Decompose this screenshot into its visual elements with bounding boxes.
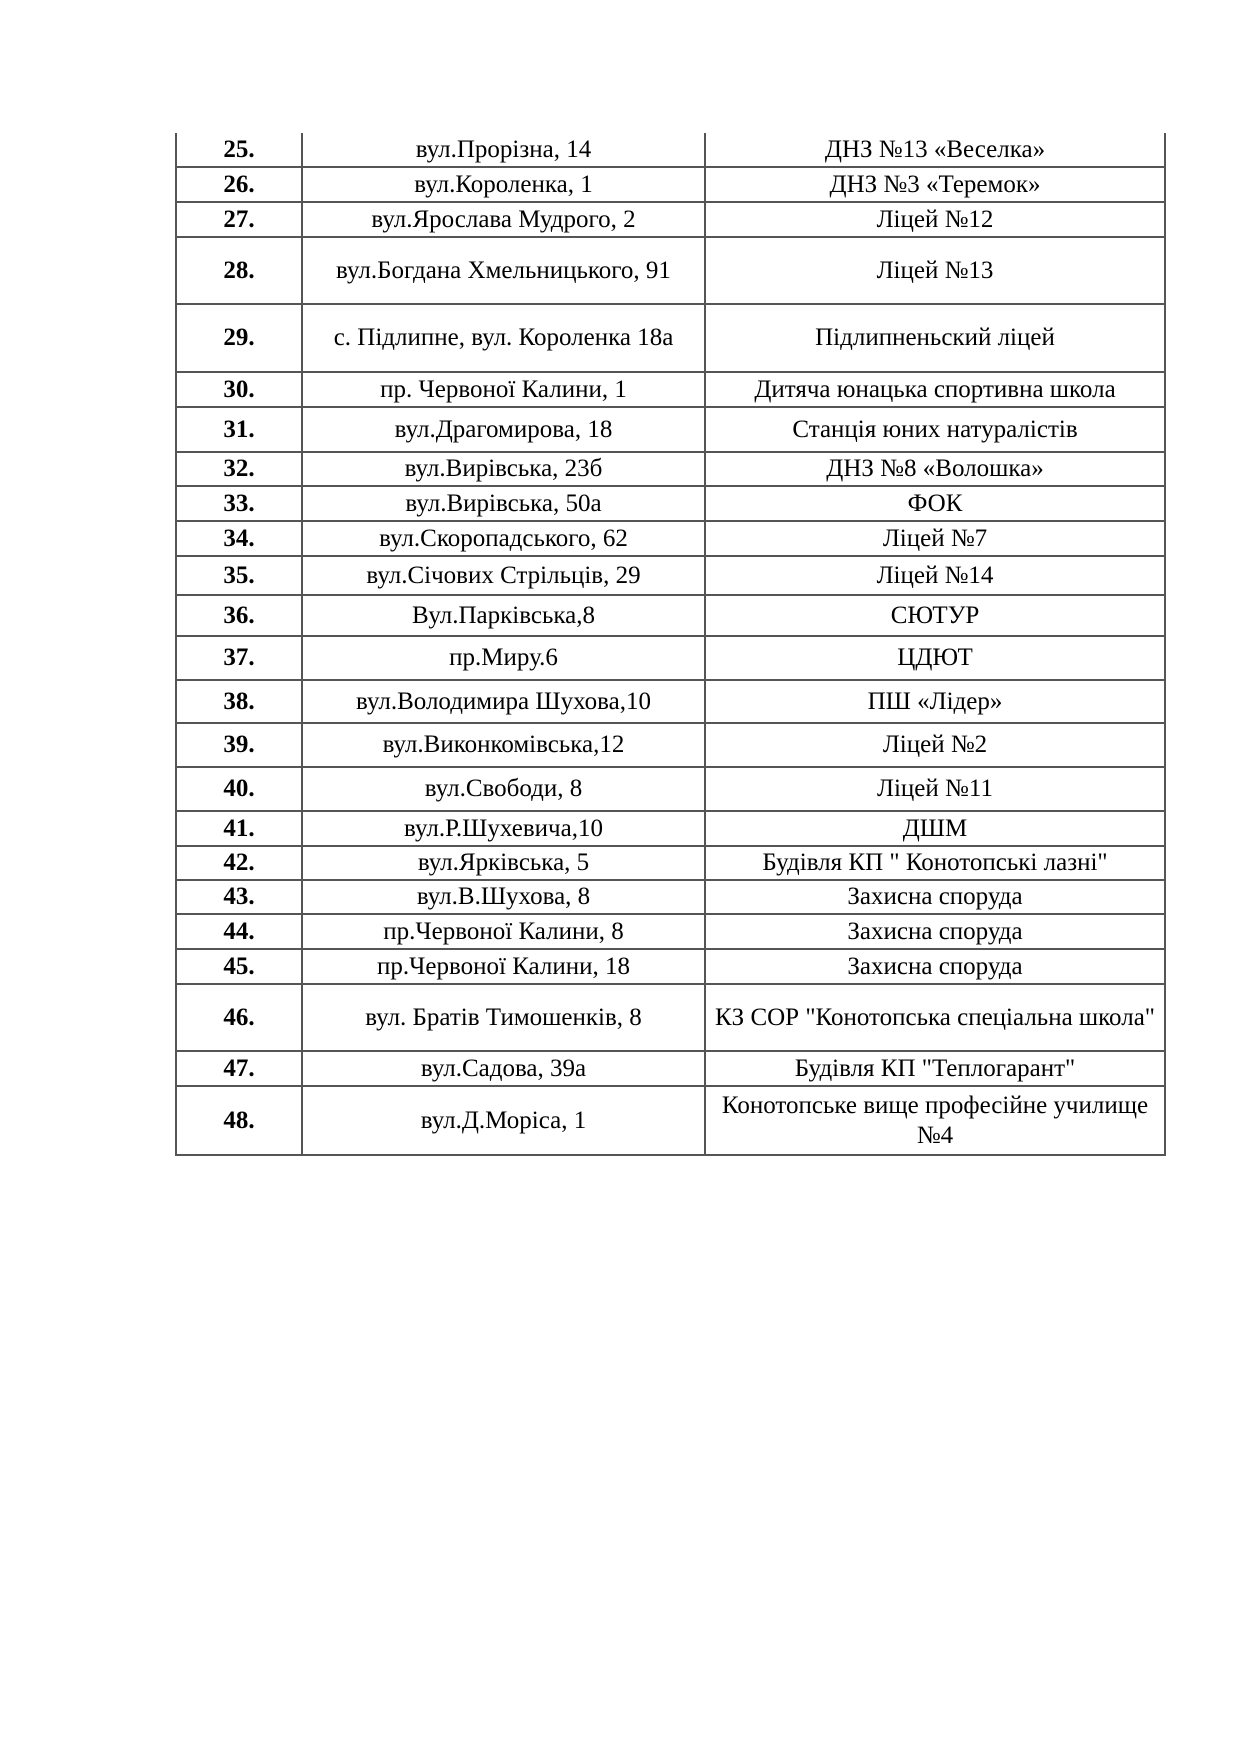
table-row [176,811,1165,846]
row-number-cell: 30. [176,372,302,407]
facility-name-cell: ФОК [705,486,1165,521]
facility-name-cell: СЮТУР [705,595,1165,636]
row-number-cell: 28. [176,237,302,304]
facility-name-cell: КЗ СОР "Конотопська спеціальна школа" [705,984,1165,1051]
facility-name-cell: Дитяча юнацька спортивна школа [705,372,1165,407]
address-cell: вул.Драгомирова, 18 [302,407,705,452]
table-row [176,202,1165,237]
row-number-cell: 31. [176,407,302,452]
address-cell: пр. Червоної Калини, 1 [302,372,705,407]
row-number-cell: 38. [176,680,302,723]
facility-name-cell: Конотопське вище професійне училище №4 [705,1086,1165,1155]
facility-name-cell: ДШМ [705,811,1165,846]
table-row [176,595,1165,636]
table-row [176,767,1165,811]
address-cell: вул. Братів Тимошенків, 8 [302,984,705,1051]
facility-name-cell: ПШ «Лідер» [705,680,1165,723]
address-cell: Вул.Парківська,8 [302,595,705,636]
facility-name-cell: Підлипненьский ліцей [705,304,1165,372]
facility-name-cell: Ліцей №11 [705,767,1165,811]
row-number-cell: 37. [176,636,302,680]
address-cell: вул.Вирівська, 50а [302,486,705,521]
address-cell: вул.Короленка, 1 [302,167,705,202]
facility-name-cell: ДНЗ №8 «Волошка» [705,452,1165,486]
address-cell: вул.Прорізна, 14 [302,133,705,167]
address-cell: вул.Богдана Хмельницького, 91 [302,237,705,304]
address-cell: вул.Ярослава Мудрого, 2 [302,202,705,237]
address-cell: вул.Ярківська, 5 [302,846,705,880]
facility-name-cell: Захисна споруда [705,949,1165,984]
row-number-cell: 43. [176,880,302,914]
address-cell: пр.Миру.6 [302,636,705,680]
table-row [176,914,1165,949]
table-row [176,167,1165,202]
row-number-cell: 26. [176,167,302,202]
table-row [176,984,1165,1051]
table-row [176,636,1165,680]
facility-name-cell: ДНЗ №3 «Теремок» [705,167,1165,202]
address-cell: вул.Січових Стрільців, 29 [302,556,705,595]
address-cell: вул.Р.Шухевича,10 [302,811,705,846]
table-body [176,133,1165,1155]
address-cell: вул.Д.Моріса, 1 [302,1086,705,1155]
table-row [176,880,1165,914]
row-number-cell: 41. [176,811,302,846]
facility-name-cell: Ліцей №2 [705,723,1165,767]
row-number-cell: 48. [176,1086,302,1155]
table-row [176,304,1165,372]
row-number-cell: 46. [176,984,302,1051]
table-row [176,486,1165,521]
row-number-cell: 25. [176,133,302,167]
row-number-cell: 40. [176,767,302,811]
address-cell: пр.Червоної Калини, 8 [302,914,705,949]
facility-name-cell: Ліцей №7 [705,521,1165,556]
table-row [176,133,1165,167]
address-cell: вул.Вирівська, 23б [302,452,705,486]
facility-name-cell: Захисна споруда [705,880,1165,914]
facility-name-cell: Захисна споруда [705,914,1165,949]
table-row [176,452,1165,486]
row-number-cell: 29. [176,304,302,372]
row-number-cell: 47. [176,1051,302,1086]
row-number-cell: 34. [176,521,302,556]
address-cell: вул.Садова, 39а [302,1051,705,1086]
row-number-cell: 44. [176,914,302,949]
facility-name-cell: Ліцей №14 [705,556,1165,595]
table-row [176,556,1165,595]
row-number-cell: 32. [176,452,302,486]
table-row [176,846,1165,880]
table-row [176,407,1165,452]
facility-name-cell: Будівля КП " Конотопські лазні" [705,846,1165,880]
table-row [176,1051,1165,1086]
row-number-cell: 33. [176,486,302,521]
table-row [176,521,1165,556]
table-row [176,949,1165,984]
facility-name-cell: Станція юних натуралістів [705,407,1165,452]
address-cell: вул.Скоропадського, 62 [302,521,705,556]
address-cell: вул.Виконкомівська,12 [302,723,705,767]
row-number-cell: 39. [176,723,302,767]
facility-name-cell: Ліцей №13 [705,237,1165,304]
row-number-cell: 35. [176,556,302,595]
table-row [176,237,1165,304]
address-cell: вул.Свободи, 8 [302,767,705,811]
facility-name-cell: Ліцей №12 [705,202,1165,237]
address-cell: с. Підлипне, вул. Короленка 18а [302,304,705,372]
facility-name-cell: Будівля КП "Теплогарант" [705,1051,1165,1086]
facility-name-cell: ДНЗ №13 «Веселка» [705,133,1165,167]
table-row [176,372,1165,407]
address-cell: пр.Червоної Калини, 18 [302,949,705,984]
shelters-table [175,133,1166,1156]
address-cell: вул.В.Шухова, 8 [302,880,705,914]
address-cell: вул.Володимира Шухова,10 [302,680,705,723]
table-row [176,1086,1165,1155]
facility-name-cell: ЦДЮТ [705,636,1165,680]
row-number-cell: 36. [176,595,302,636]
table-row [176,680,1165,723]
table-row [176,723,1165,767]
row-number-cell: 42. [176,846,302,880]
row-number-cell: 45. [176,949,302,984]
row-number-cell: 27. [176,202,302,237]
